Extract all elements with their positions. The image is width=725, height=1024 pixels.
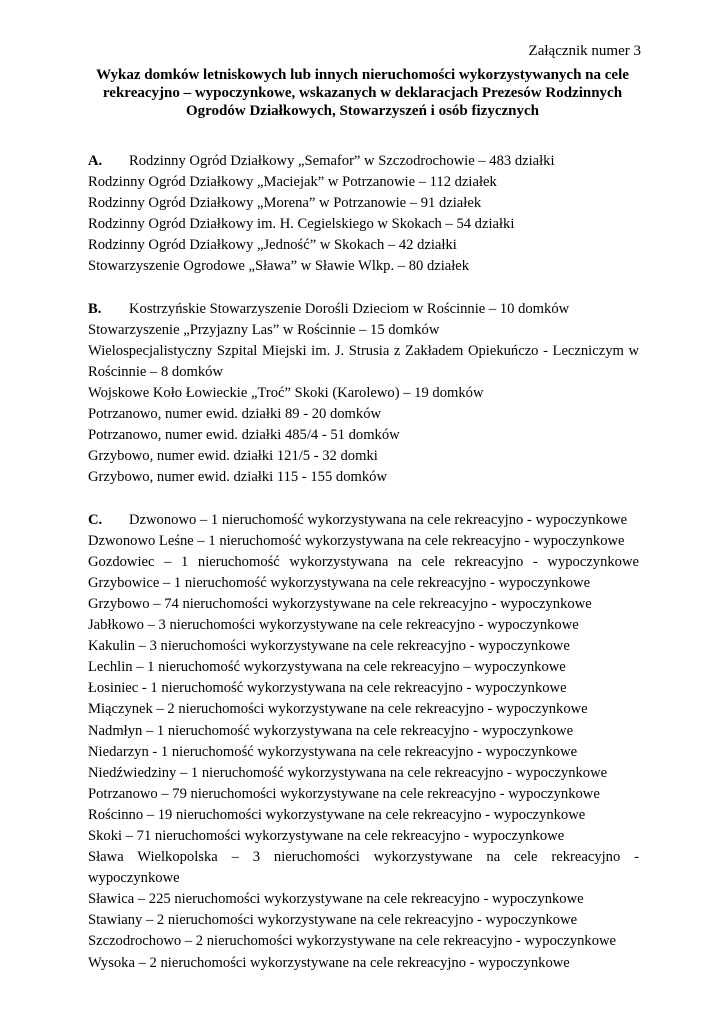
list-item: Stowarzyszenie „Przyjazny Las” w Rościnnie – 15 domków [88, 321, 440, 338]
list-item: Dzwonowo Leśne – 1 nieruchomość wykorzystywana na cele rekreacyjno - wypoczynkowe [88, 532, 625, 549]
list-item: Miączynek – 2 nieruchomości wykorzystywane na cele rekreacyjno - wypoczynkowe [88, 701, 588, 718]
section-c-first-line [88, 510, 639, 531]
section-b-first-line [88, 299, 639, 320]
list-item: Wielospecjalistyczny Szpital Miejski im. J. Strusia z Zakładem Opiekuńczo - Leczniczym w Rościnnie – 8 domków [88, 342, 639, 380]
list-item: Sława Wielkopolska – 3 nieruchomości wykorzystywane na cele rekreacyjno - wypoczynkowe [88, 849, 639, 887]
document-body [88, 151, 639, 974]
list-item: Wysoka – 2 nieruchomości wykorzystywane na cele rekreacyjno - wypoczynkowe [88, 954, 570, 971]
section-b [88, 299, 639, 489]
section-spacer [88, 489, 639, 510]
list-item: Kakulin – 3 nieruchomości wykorzystywane na cele rekreacyjno - wypoczynkowe [88, 638, 570, 655]
list-item: Grzybowice – 1 nieruchomość wykorzystywana na cele rekreacyjno - wypoczynkowe [88, 574, 591, 591]
list-item: Rodzinny Ogród Działkowy „Semafor” w Szczodrochowie – 483 działki [129, 153, 555, 169]
list-item: Jabłkowo – 3 nieruchomości wykorzystywane na cele rekreacyjno - wypoczynkowe [88, 617, 579, 634]
list-item: Rościnno – 19 nieruchomości wykorzystywane na cele rekreacyjno - wypoczynkowe [88, 806, 586, 823]
section-b-label: B. [88, 300, 102, 317]
list-item: Niedźwiedziny – 1 nieruchomość wykorzystywana na cele rekreacyjno - wypoczynkowe [88, 764, 608, 781]
title-line-3: Ogrodów Działkowych, Stowarzyszeń i osób fizycznych [185, 103, 540, 119]
title-line-1: Wykaz domków letniskowych lub innych nieruchomości wykorzystywanych na cele [96, 67, 629, 83]
section-c-label: C. [88, 511, 103, 528]
list-item: Potrzanowo, numer ewid. działki 485/4 - 51 domków [88, 427, 400, 444]
list-item: Wojskowe Koło Łowieckie „Troć” Skoki (Karolewo) – 19 domków [88, 385, 484, 402]
list-item: Kostrzyńskie Stowarzyszenie Dorośli Dzieciom w Rościnnie – 10 domków [129, 300, 570, 317]
list-item: Nadmłyn – 1 nieruchomość wykorzystywana na cele rekreacyjno - wypoczynkowe [88, 722, 574, 739]
section-a [88, 151, 639, 278]
title-line-2: rekreacyjno – wypoczynkowe, wskazanych w deklaracjach Prezesów Rodzinnych [102, 85, 623, 101]
list-item: Grzybowo, numer ewid. działki 121/5 - 32 domki [88, 448, 378, 465]
list-item: Rodzinny Ogród Działkowy im. H. Cegielskiego w Skokach – 54 działki [88, 216, 515, 233]
list-item: Grzybowo – 74 nieruchomości wykorzystywane na cele rekreacyjno - wypoczynkowe [88, 595, 592, 612]
list-item: Gozdowiec – 1 nieruchomość wykorzystywana na cele rekreacyjno - wypoczynkowe [88, 553, 639, 570]
section-spacer [88, 278, 639, 299]
list-item: Łosiniec - 1 nieruchomość wykorzystywana na cele rekreacyjno - wypoczynkowe [88, 680, 567, 697]
list-item: Szczodrochowo – 2 nieruchomości wykorzystywane na cele rekreacyjno - wypoczynkowe [88, 933, 617, 950]
list-item: Rodzinny Ogród Działkowy „Maciejak” w Potrzanowie – 112 działek [88, 174, 497, 191]
list-item: Sławica – 225 nieruchomości wykorzystywane na cele rekreacyjno - wypoczynkowe [88, 891, 584, 908]
list-item: Stawiany – 2 nieruchomości wykorzystywane na cele rekreacyjno - wypoczynkowe [88, 912, 578, 929]
list-item: Skoki – 71 nieruchomości wykorzystywane na cele rekreacyjno - wypoczynkowe [88, 828, 565, 844]
list-item: Potrzanowo – 79 nieruchomości wykorzystywane na cele rekreacyjno - wypoczynkowe [88, 785, 600, 802]
list-item: Stowarzyszenie Ogrodowe „Sława” w Sławie Wlkp. – 80 działek [88, 258, 470, 275]
list-item: Niedarzyn - 1 nieruchomość wykorzystywana na cele rekreacyjno - wypoczynkowe [88, 743, 578, 760]
section-a-first-line [88, 151, 639, 172]
list-item: Potrzanowo, numer ewid. działki 89 - 20 domków [88, 406, 382, 423]
list-item: Rodzinny Ogród Działkowy „Jedność” w Skokach – 42 działki [88, 237, 457, 254]
list-item: Grzybowo, numer ewid. działki 115 - 155 domków [88, 469, 387, 486]
list-item: Lechlin – 1 nieruchomość wykorzystywana na cele rekreacyjno – wypoczynkowe [88, 659, 566, 676]
section-a-label: A. [88, 153, 103, 169]
document-title [90, 66, 635, 120]
list-item: Rodzinny Ogród Działkowy „Morena” w Potrzanowie – 91 działek [88, 195, 482, 212]
list-item: Dzwonowo – 1 nieruchomość wykorzystywana na cele rekreacyjno - wypoczynkowe [129, 511, 628, 528]
attachment-number: Załącznik numer 3 [528, 43, 641, 59]
section-c [88, 510, 639, 974]
